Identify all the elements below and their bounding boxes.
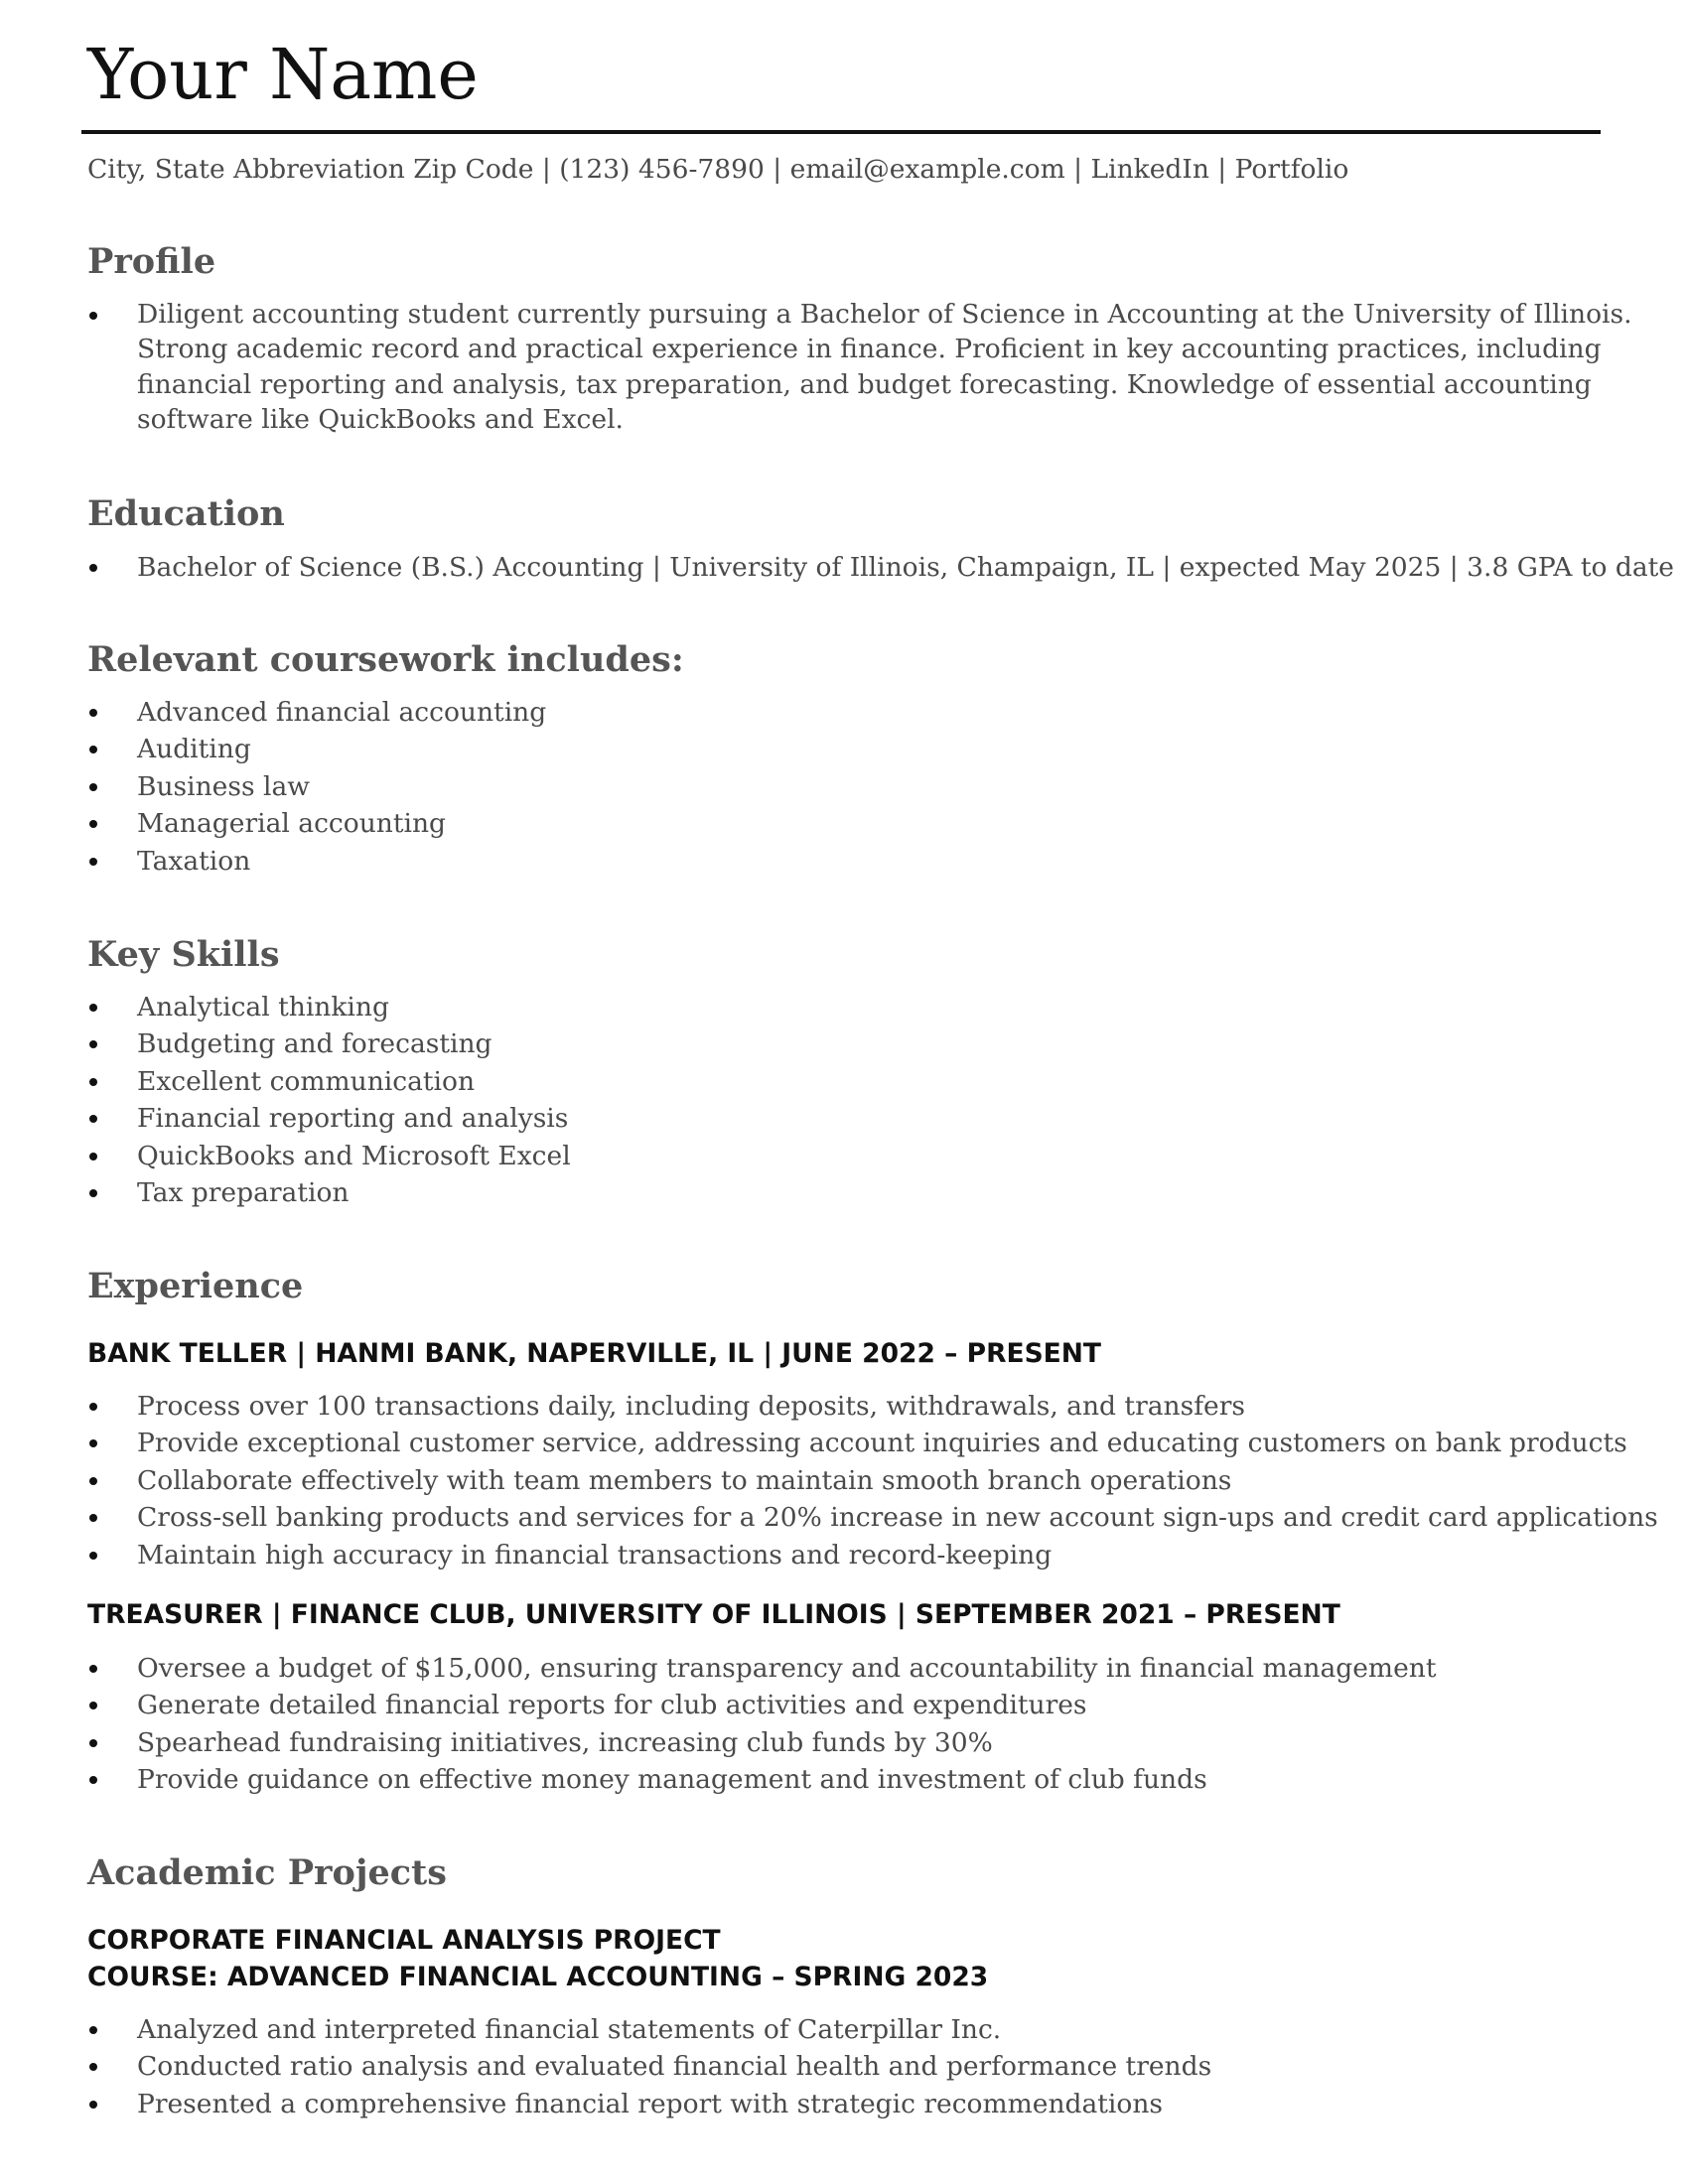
project-title: CORPORATE FINANCIAL ANALYSIS PROJECT (87, 1925, 721, 1956)
skills-list (87, 989, 571, 1211)
project-tasks-list (87, 2011, 1211, 2122)
projects-heading: Academic Projects (87, 1852, 447, 1893)
candidate-name: Your Name (87, 34, 479, 115)
list-item: Excellent communication (87, 1063, 571, 1100)
list-item (87, 297, 1632, 438)
list-item: Financial reporting and analysis (87, 1100, 571, 1137)
list-item: Cross-sell banking products and services for a 20% increase in new account sign-ups and credit card applications (87, 1499, 1658, 1536)
list-item: Analyzed and interpreted financial statements of Caterpillar Inc. (87, 2011, 1211, 2048)
list-item: Budgeting and forecasting (87, 1025, 571, 1062)
job-title: TREASURER | FINANCE CLUB, UNIVERSITY OF ILLINOIS | SEPTEMBER 2021 – PRESENT (87, 1599, 1340, 1630)
list-item: Conducted ratio analysis and evaluated financial health and performance trends (87, 2048, 1211, 2085)
list-item: Collaborate effectively with team members to maintain smooth branch operations (87, 1462, 1658, 1499)
list-item: Business law (87, 768, 546, 805)
list-item: Provide exceptional customer service, addressing account inquiries and educating customers on bank products (87, 1425, 1658, 1461)
coursework-list (87, 694, 546, 880)
list-item: Presented a comprehensive financial report with strategic recommendations (87, 2086, 1211, 2122)
job-title: BANK TELLER | HANMI BANK, NAPERVILLE, IL | JUNE 2022 – PRESENT (87, 1338, 1102, 1369)
list-item: Taxation (87, 843, 546, 880)
project-course: COURSE: ADVANCED FINANCIAL ACCOUNTING – SPRING 2023 (87, 1962, 989, 1992)
list-item: Spearhead fundraising initiatives, increasing club funds by 30% (87, 1724, 1436, 1761)
list-item: Maintain high accuracy in financial transactions and record-keeping (87, 1537, 1658, 1573)
profile-line: financial reporting and analysis, tax preparation, and budget forecasting. Knowledge of essential accounting (137, 368, 1592, 400)
profile-heading: Profile (87, 241, 216, 282)
list-item: Tax preparation (87, 1174, 571, 1211)
list-item: Analytical thinking (87, 989, 571, 1025)
list-item: Generate detailed financial reports for club activities and expenditures (87, 1687, 1436, 1723)
list-item: Provide guidance on effective money management and investment of club funds (87, 1761, 1436, 1798)
skills-heading: Key Skills (87, 934, 280, 975)
profile-summary (87, 297, 1632, 438)
header-divider (81, 130, 1601, 134)
education-heading: Education (87, 493, 285, 534)
list-item: Managerial accounting (87, 805, 546, 842)
list-item: QuickBooks and Microsoft Excel (87, 1138, 571, 1174)
education-list (87, 549, 1674, 586)
contact-line: City, State Abbreviation Zip Code | (123) 456-7890 | email@example.com | LinkedIn | Portfolio (87, 154, 1349, 185)
list-item: Advanced financial accounting (87, 694, 546, 731)
list-item: Auditing (87, 731, 546, 767)
list-item: Oversee a budget of $15,000, ensuring transparency and accountability in financial management (87, 1650, 1436, 1687)
list-item: Bachelor of Science (B.S.) Accounting | University of Illinois, Champaign, IL | expected May 2025 | 3.8 GPA to date (87, 549, 1674, 586)
coursework-heading: Relevant coursework includes: (87, 639, 684, 680)
profile-line: Diligent accounting student currently pursuing a Bachelor of Science in Accounting at the University of Illinois. (137, 299, 1632, 330)
experience-heading: Experience (87, 1266, 304, 1306)
list-item: Process over 100 transactions daily, including deposits, withdrawals, and transfers (87, 1388, 1658, 1425)
job-duties-list (87, 1388, 1658, 1573)
profile-line: software like QuickBooks and Excel. (137, 404, 624, 436)
job-duties-list (87, 1650, 1436, 1799)
profile-line: Strong academic record and practical experience in finance. Proficient in key accounting practices, including (137, 334, 1602, 365)
